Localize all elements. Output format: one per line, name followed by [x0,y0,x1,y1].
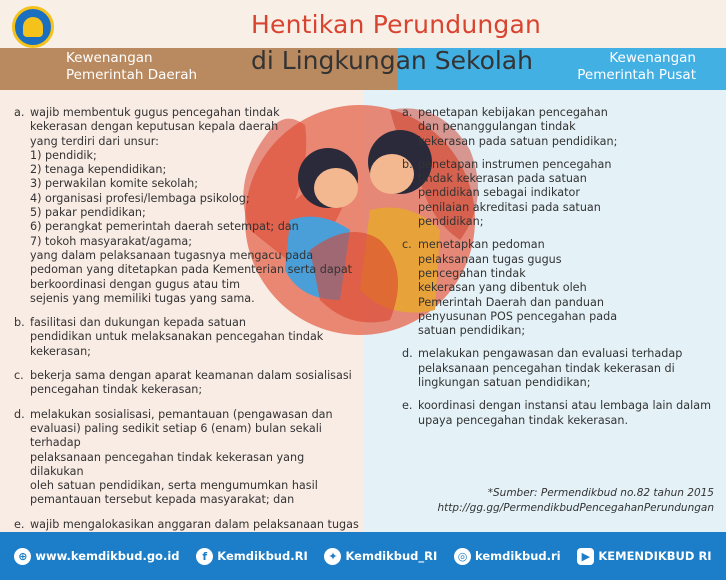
twitter-icon: ✦ [324,548,341,565]
right-list-item-line: kekerasan pada satuan pendidikan; [418,134,618,148]
left-list-item-body [14,106,359,306]
right-list-item-line: satuan pendidikan; [418,324,526,338]
left-list-item-line: melakukan sosialisasi, pemantauan (pengawasan dan [30,407,333,421]
left-list-item-line: 1) pendidik; [30,148,97,162]
right-header [577,50,696,84]
right-list-item [402,106,717,149]
globe-icon: ⊕ [14,548,31,565]
left-list-item-line: fasilitasi dan dukungan kepada satuan [30,316,246,330]
right-list-item-line: pencegahan tindak [418,266,526,280]
right-list-item-line: dan penanggulangan tindak [418,120,576,134]
right-list-item-line: pendidikan; [418,215,484,229]
right-list-item-body [402,347,717,390]
footer-link-instagram[interactable] [454,548,561,565]
right-list-item-line: pelaksanaan tugas gugus [418,252,562,266]
left-header-line-1: Kewenangan [66,50,153,66]
right-list-item-line: upaya pencegahan tindak kekerasan. [418,413,629,427]
right-list-item-marker: b. [402,157,413,171]
instagram-icon: ◎ [454,548,471,565]
right-list-item-line: penetapan instrumen pencegahan [418,157,612,171]
left-list-item-line: pendidikan untuk melaksanakan pencegahan tindak [30,330,324,344]
left-header-line-2: Pemerintah Daerah [66,67,198,83]
right-list-item-line: lingkungan satuan pendidikan; [418,376,591,390]
footer-link-label: Kemdikbud.RI [217,549,308,563]
right-list-item-marker: e. [402,399,413,413]
footer-link-facebook[interactable] [196,548,307,565]
right-header-line-1: Kewenangan [609,50,696,66]
left-list-item-line: oleh satuan pendidikan, serta mengumumkan hasil [30,479,318,493]
right-list-item [402,347,717,390]
left-list-item-marker: e. [14,517,25,531]
footer-link-globe[interactable] [14,548,179,565]
right-list-item-line: Pemerintah Daerah dan panduan [418,295,604,309]
left-list-item-line: 6) perangkat pemerintah daerah setempat; dan [30,220,299,234]
left-list-item-line: 7) tokoh masyarakat/agama; [30,234,192,248]
youtube-icon: ▶ [577,548,594,565]
source-note [438,486,714,516]
right-list-item-line: kekerasan yang dibentuk oleh [418,281,587,295]
left-list-item-line: bekerja sama dengan aparat keamanan dalam sosialisasi [30,369,352,383]
footer-link-twitter[interactable] [324,548,437,565]
left-list-item-line: berkoordinasi dengan gugus atau tim [30,277,240,291]
left-list-item-line: 4) organisasi profesi/lembaga psikolog; [30,191,250,205]
footer-link-label: kemdikbud.ri [475,549,561,563]
right-list-item-line: penetapan kebijakan pencegahan [418,106,608,119]
left-list-item [14,369,359,398]
left-list-item-marker: b. [14,316,25,330]
footer-link-youtube[interactable] [577,548,711,565]
right-list-item-body [402,238,717,338]
left-list-item-line: pemantauan tersebut kepada masyarakat; dan [30,493,295,507]
left-list-item-line: pelaksanaan pencegahan tindak kekerasan yang dilakukan [30,450,305,478]
left-list-item-line: sejenis yang memiliki tugas yang sama. [30,291,255,305]
left-list-item-line: yang terdiri dari unsur: [30,134,159,148]
right-list-item-line: menetapkan pedoman [418,238,545,252]
left-list-item-line: pencegahan tindak kekerasan; [30,383,203,397]
left-list-item [14,408,359,508]
right-list-item-marker: a. [402,106,413,119]
footer-link-label: www.kemdikbud.go.id [35,549,180,563]
right-list-item-line: koordinasi dengan instansi atau lembaga lain dalam [418,399,711,413]
footer-link-label: KEMENDIKBUD RI [598,549,712,563]
left-list-item-line: evaluasi) paling sedikit setiap 6 (enam) bulan sekali terhadap [30,421,322,450]
right-list-item-line: tindak kekerasan pada satuan [418,172,587,186]
right-list-item [402,238,717,338]
left-list-item-marker: c. [14,369,24,383]
title-line-2: di Lingkungan Sekolah [251,46,533,75]
right-list-item-line: melakukan pengawasan dan evaluasi terhadap [418,347,683,361]
left-list-item-body [14,408,359,508]
left-list-item-line: 2) tenaga kependidikan; [30,163,167,177]
left-list-item-line: pedoman yang ditetapkan pada Kementerian serta dapat [30,263,353,277]
left-list-item-body [14,316,359,359]
right-list-item-body [402,158,717,229]
left-list-item-line: wajib membentuk gugus pencegahan tindak [30,106,280,119]
left-header [66,50,197,84]
right-list [402,106,717,437]
left-list-item-line: kekerasan dengan keputusan kepala daerah [30,120,279,134]
facebook-icon: f [196,548,213,565]
social-footer [0,532,726,580]
left-list-item [14,106,359,306]
right-list-item-line: pendidikan sebagai indikator [418,186,580,200]
left-list-item-marker: d. [14,407,25,421]
source-line-1: *Sumber: Permendikbud no.82 tahun 2015 [487,487,714,499]
right-list-item [402,399,717,428]
right-header-line-2: Pemerintah Pusat [577,67,696,83]
right-list-item-body [402,399,717,428]
kemdikbud-logo [12,6,54,48]
left-list-item-marker: a. [14,106,25,119]
right-list-item-body [402,106,717,149]
right-list-item [402,158,717,229]
right-list-item-marker: c. [402,238,412,252]
footer-link-label: Kemdikbud_RI [345,549,438,563]
right-list-item-marker: d. [402,347,413,361]
left-list-item-line: yang dalam pelaksanaan tugasnya mengacu pada [30,248,314,262]
title-line-1: Hentikan Perundungan [251,10,542,39]
left-list-item-line: 3) perwakilan komite sekolah; [30,177,199,191]
right-list-item-line: penilaian akreditasi pada satuan [418,200,601,214]
source-link[interactable]: http://gg.gg/PermendikbudPencegahanPerundungan [437,502,714,514]
left-list-item-line: 5) pakar pendidikan; [30,206,146,220]
logo-emblem [23,17,43,37]
left-list [14,106,359,556]
right-list-item-line: penyusunan POS pencegahan pada [418,309,618,323]
left-list-item-line: kekerasan; [30,344,91,358]
right-list-item-line: pelaksanaan pencegahan tindak kekerasan di [418,361,675,375]
left-list-item-line: wajib mengalokasikan anggaran dalam pelaksanaan tugas [30,517,359,531]
left-list-item [14,316,359,359]
left-list-item-body [14,369,359,398]
